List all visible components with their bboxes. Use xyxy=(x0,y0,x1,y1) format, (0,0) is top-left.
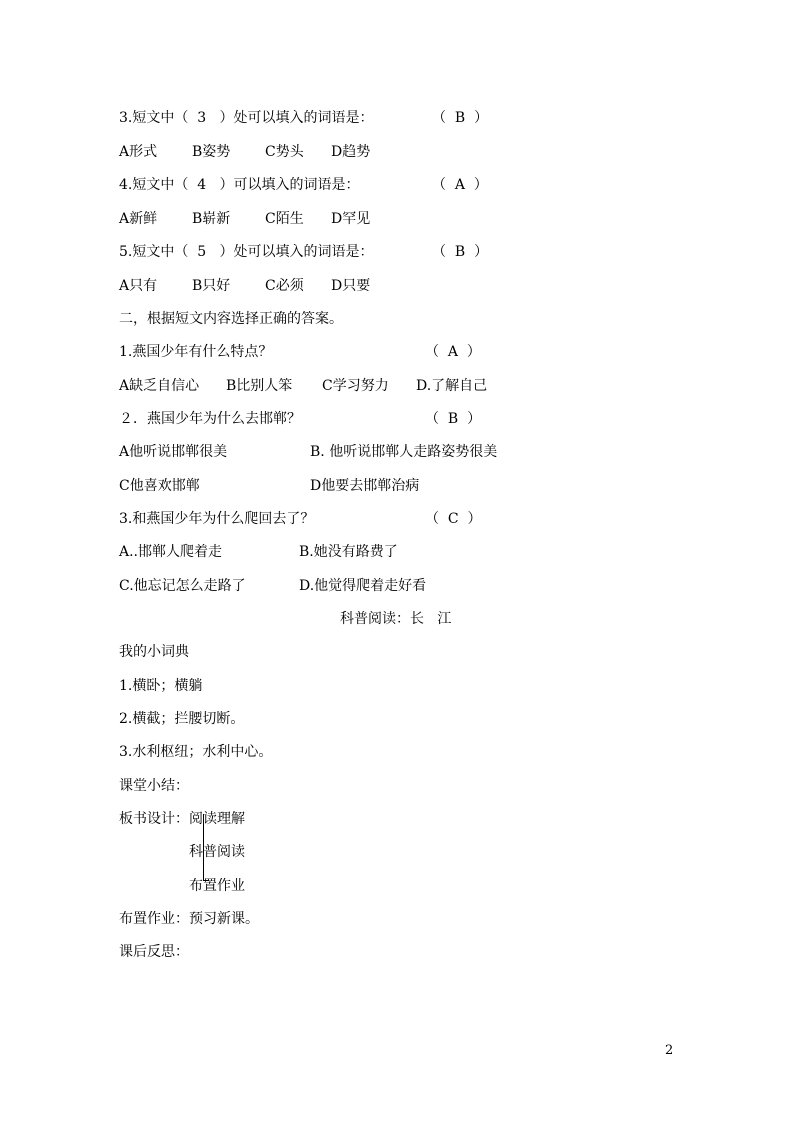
q5-option-b: B只好 xyxy=(192,278,231,294)
q5-answer: （ B ） xyxy=(432,244,489,260)
dictionary-item-2: 2.横截；拦腰切断。 xyxy=(119,711,245,727)
s2q1-option-a: A缺乏自信心 xyxy=(119,378,200,394)
board-item-1: 阅读理解 xyxy=(189,811,245,827)
board-item-3: 布置作业 xyxy=(189,878,245,894)
board-bracket xyxy=(203,814,204,880)
s2q2-text: ２．燕国少年为什么去邯郸？ xyxy=(119,411,301,427)
board-label: 板书设计： xyxy=(119,811,189,827)
q4-option-a: A新鲜 xyxy=(119,211,158,227)
q3-option-a: A形式 xyxy=(119,144,158,160)
q3-option-c: C势头 xyxy=(265,144,304,160)
s2q1-option-b: B比别人笨 xyxy=(226,378,293,394)
s2q2-option-c: C他喜欢邯郸 xyxy=(119,478,200,494)
s2q3-answer: （ C ） xyxy=(425,511,482,527)
q4-answer: （ A ） xyxy=(432,177,488,193)
dictionary-title: 我的小词典 xyxy=(119,644,189,660)
q5-option-c: C必须 xyxy=(265,278,304,294)
q3-option-d: D趋势 xyxy=(331,144,371,160)
board-bracket-foot xyxy=(203,880,209,881)
reflection-label: 课后反思： xyxy=(119,944,189,960)
s2q3-text: 3.和燕国少年为什么爬回去了？ xyxy=(119,511,315,527)
q5-text: 5.短文中（ 5 ）处可以填入的词语是： xyxy=(119,244,374,260)
q4-option-b: B崭新 xyxy=(192,211,231,227)
section2-title: 二，根据短文内容选择正确的答案。 xyxy=(119,311,343,327)
q4-option-c: C陌生 xyxy=(265,211,304,227)
s2q3-option-b: B.她没有路费了 xyxy=(299,544,398,560)
q4-text: 4.短文中（ 4 ）可以填入的词语是： xyxy=(119,177,360,193)
board-item-2: 科普阅读 xyxy=(189,844,245,860)
s2q2-option-b: B. 他听说邯郸人走路姿势很美 xyxy=(310,444,498,460)
s2q1-option-c: C学习努力 xyxy=(322,378,389,394)
dictionary-item-1: 1.横卧；横躺 xyxy=(119,678,203,694)
q3-answer: （ B ） xyxy=(432,110,489,126)
s2q1-option-d: D.了解自己 xyxy=(416,378,488,394)
q3-text: 3.短文中（ 3 ）处可以填入的词语是： xyxy=(119,110,374,126)
s2q1-text: 1.燕国少年有什么特点？ xyxy=(119,344,273,360)
reading-title: 科普阅读：长 江 xyxy=(340,611,452,627)
summary-label: 课堂小结： xyxy=(119,778,189,794)
s2q2-option-a: A他听说邯郸很美 xyxy=(119,444,228,460)
s2q3-option-d: D.他觉得爬着走好看 xyxy=(299,578,427,594)
s2q1-answer: （ A ） xyxy=(425,344,481,360)
s2q3-option-c: C.他忘记怎么走路了 xyxy=(119,578,246,594)
q5-option-d: D只要 xyxy=(331,278,371,294)
q4-option-d: D罕见 xyxy=(331,211,371,227)
page-number: 2 xyxy=(665,1043,674,1058)
q3-option-b: B姿势 xyxy=(192,144,231,160)
dictionary-item-3: 3.水利枢纽；水利中心。 xyxy=(119,744,273,760)
s2q2-option-d: D他要去邯郸治病 xyxy=(310,478,420,494)
s2q2-answer: （ B ） xyxy=(425,411,482,427)
q5-option-a: A只有 xyxy=(119,278,158,294)
homework: 布置作业：预习新课。 xyxy=(119,911,259,927)
s2q3-option-a: A..邯郸人爬着走 xyxy=(119,544,223,560)
